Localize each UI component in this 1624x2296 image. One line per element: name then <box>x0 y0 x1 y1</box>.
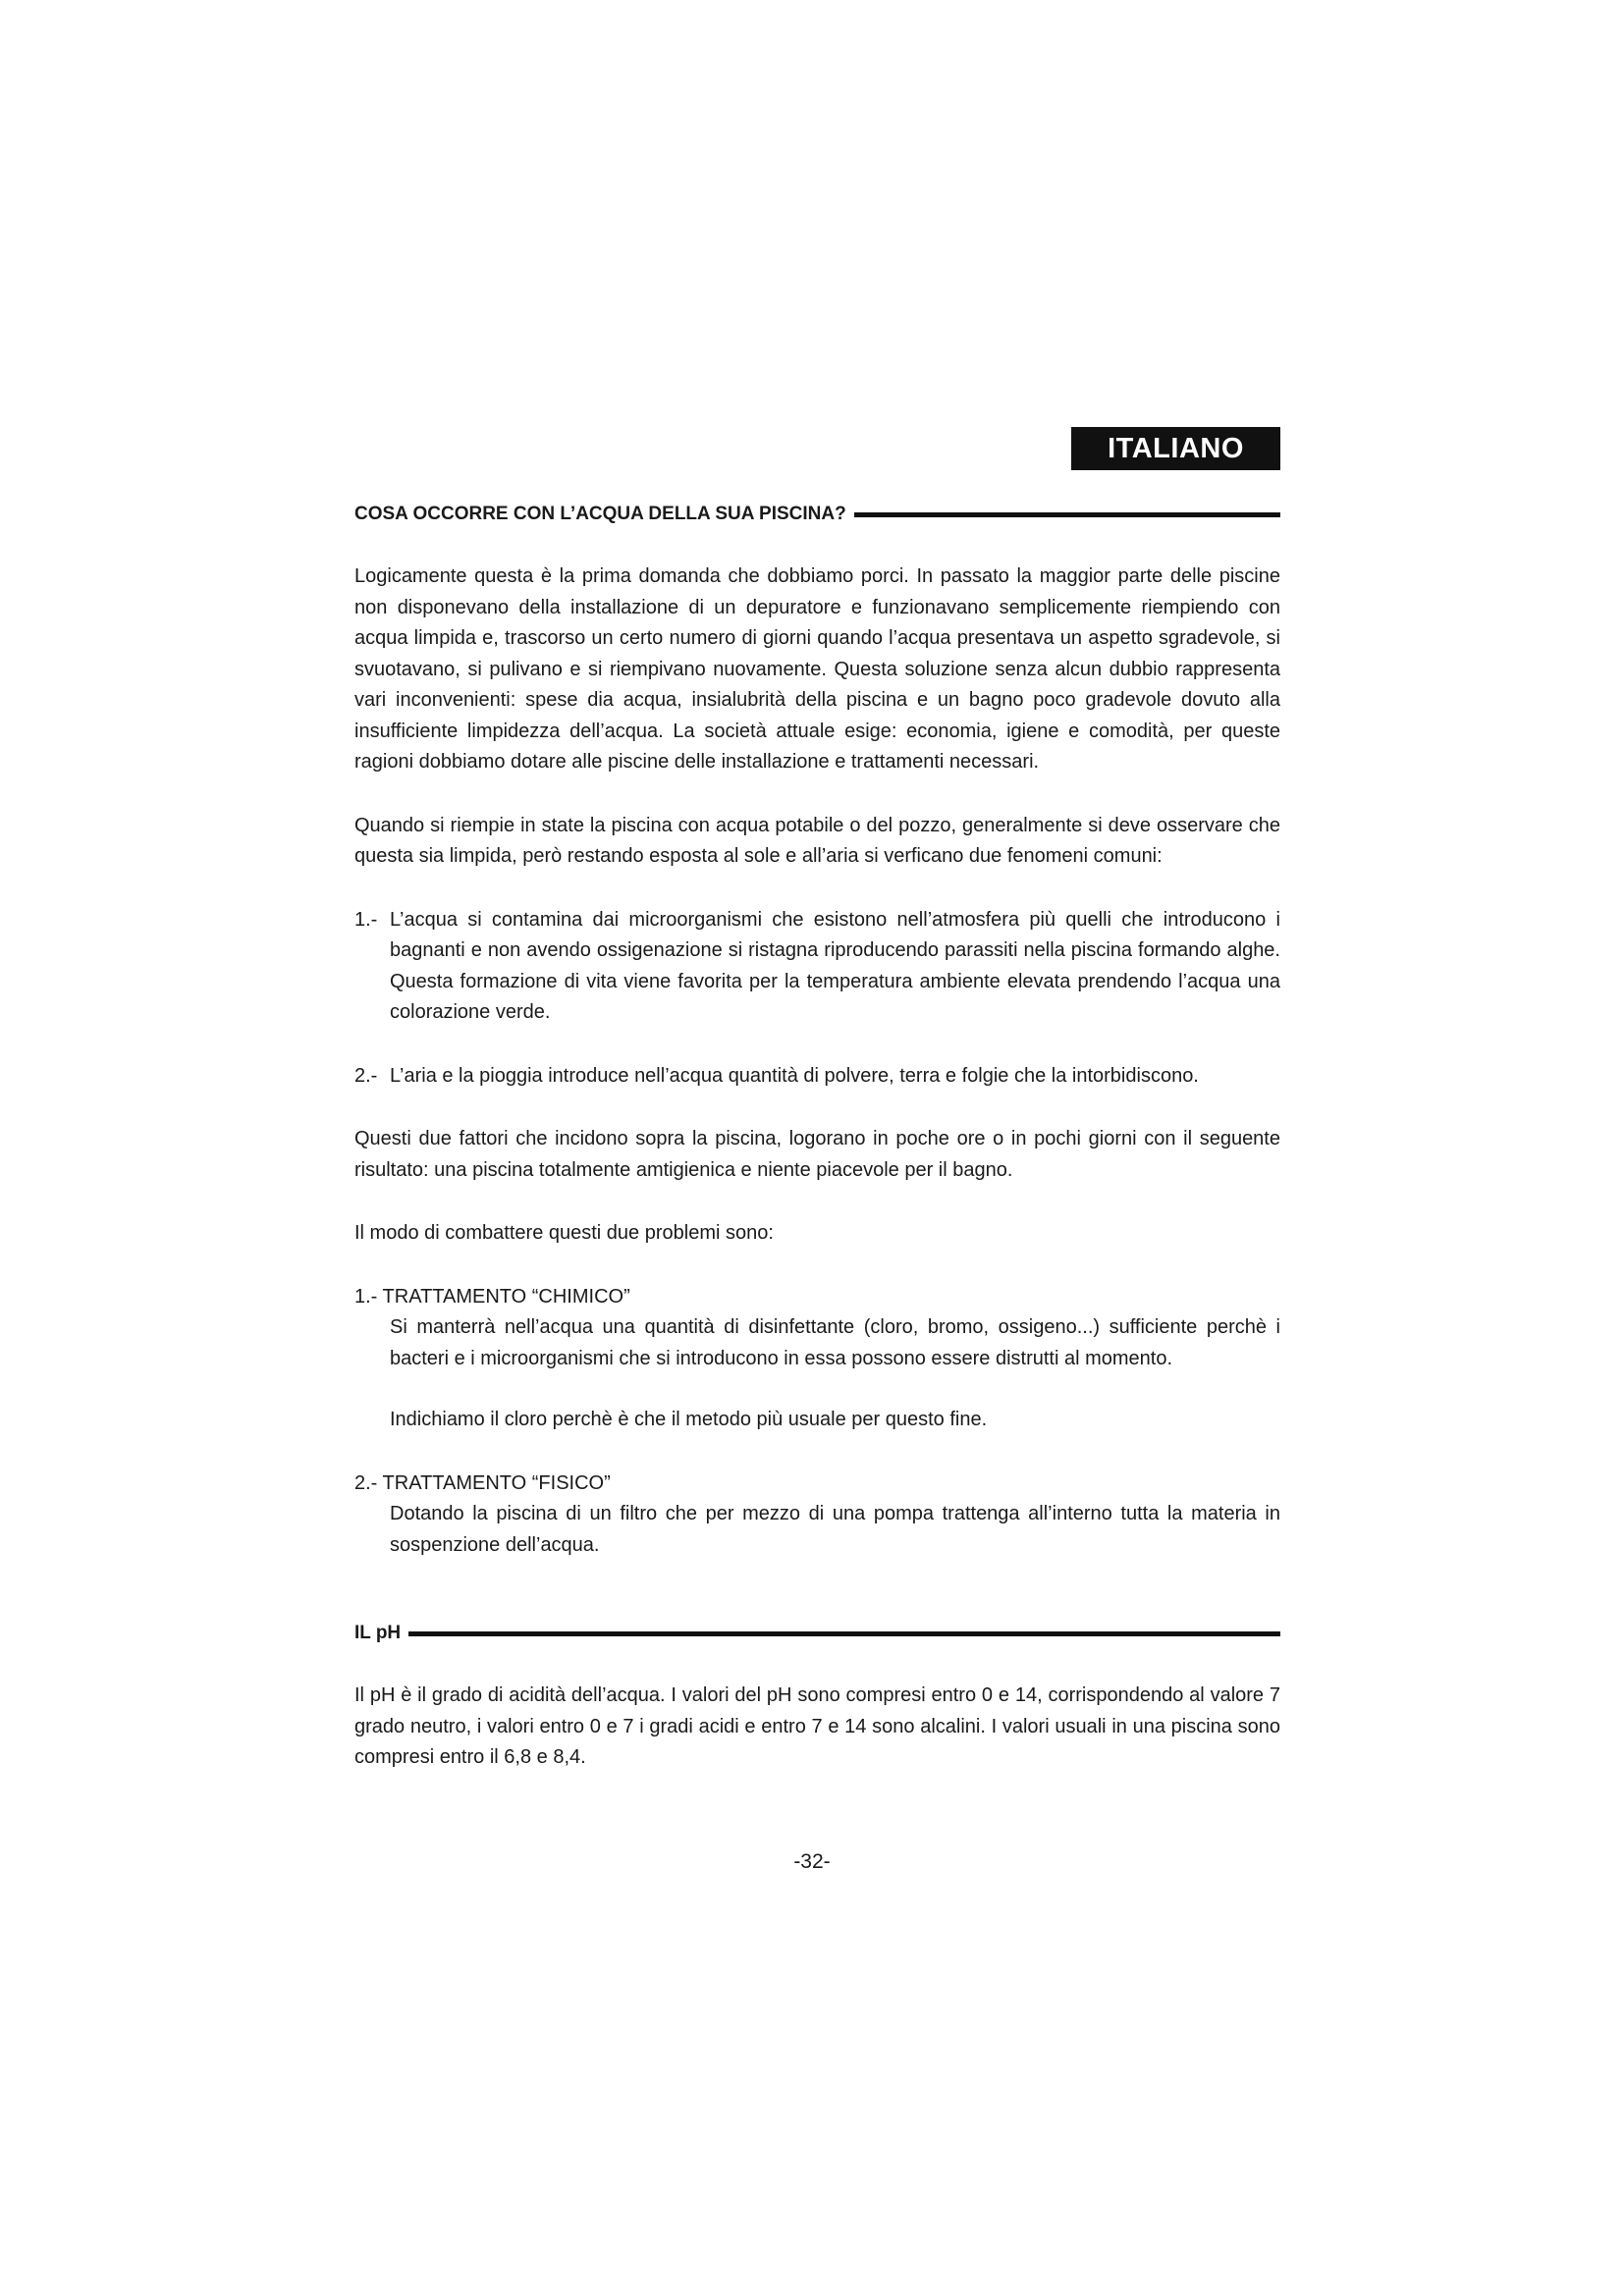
page-content <box>354 491 1280 1774</box>
ph-paragraph: Il pH è il grado di acidità dell’acqua. I valori del pH sono compresi entro 0 e 14, corrispondendo al valore 7 grado neutro, i valori entro 0 e 7 i gradi acidi e entro 7 e 14 sono alcalini. I valori usuali in una piscina sono compresi entro il 6,8 e 8,4. <box>354 1684 1280 1768</box>
section-heading-water <box>354 491 1280 538</box>
fill-paragraph: Quando si riempie in state la piscina con acqua potabile o del pozzo, generalmente si deve osservare che questa sia limpida, però restando esposta al sole e all’aria si verficano due fenomeni comuni: <box>354 814 1280 867</box>
item-text: L’aria e la pioggia introduce nell’acqua quantità di polvere, terra e folgie che la intorbidiscono. <box>390 1064 1199 1087</box>
intro-paragraph: Logicamente questa è la prima domanda che dobbiamo porci. In passato la maggior parte delle piscine non disponevano della installazione di un depuratore e funzionavano semplicemente riempiendo con acqua limpida e, trascorso un certo numero di giorni quando l’acqua presentava un aspetto sgradevole, si svuotavano, si pulivano e si riempivano nuovamente. Questa soluzione senza alcun dubbio rappresenta vari inconvenienti: spese dia acqua, insialubrità della piscina e un bagno poco gradevole dovuto alla insufficiente limpidezza dell’acqua. La società attuale esige: economia, igiene e comodità, per queste ragioni dobbiamo dotare alle piscine delle installazione e trattamenti necessari. <box>354 565 1280 773</box>
heading-rule <box>854 512 1280 517</box>
item-number: 2.- <box>354 1064 378 1087</box>
phenomenon-item <box>354 905 1280 1029</box>
heading-rule <box>408 1631 1280 1636</box>
treatment-note: Indichiamo il cloro perchè è che il metodo più usuale per questo fine. <box>390 1409 988 1430</box>
treatment-item <box>354 1468 1280 1562</box>
section-title: IL pH <box>354 1623 402 1644</box>
section-heading-ph <box>354 1610 1280 1657</box>
section-title: COSA OCCORRE CON L’ACQUA DELLA SUA PISCINA? <box>354 504 846 525</box>
page-number: -32- <box>793 1850 831 1873</box>
item-number: 1.- <box>354 908 378 931</box>
treatment-item <box>354 1282 1280 1436</box>
factors-paragraph: Questi due fattori che incidono sopra la piscina, logorano in poche ore o in pochi giorni con il seguente risultato: una piscina totalmente amtigienica e niente piacevole per il bagno. <box>354 1128 1280 1181</box>
item-text: L’acqua si contamina dai microorganismi che esistono nell’atmosfera più quelli che introducono i bagnanti e non avendo ossigenazione si ristagna riproducendo parassiti nella piscina formando alghe. Questa formazione di vita viene favorita per la temperatura ambiente elevata prendendo l’acqua una colorazione verde. <box>390 908 1280 1023</box>
treatment-title: 1.- TRATTAMENTO “CHIMICO” <box>354 1285 630 1308</box>
treatment-text: Si manterrà nell’acqua una quantità di disinfettante (cloro, bromo, ossigeno...) sufficiente perchè i bacteri e i microorganismi che si introducono in essa possono essere distrutti al momento. <box>390 1316 1280 1369</box>
language-badge: ITALIANO <box>1071 427 1280 470</box>
treatment-text: Dotando la piscina di un filtro che per mezzo di una pompa trattenga all’interno tutta la materia in sospenzione dell’acqua. <box>390 1503 1280 1556</box>
phenomenon-item <box>354 1061 1280 1093</box>
treatment-title: 2.- TRATTAMENTO “FISICO” <box>354 1471 611 1494</box>
methods-intro: Il modo di combattere questi due problemi sono: <box>354 1222 774 1244</box>
